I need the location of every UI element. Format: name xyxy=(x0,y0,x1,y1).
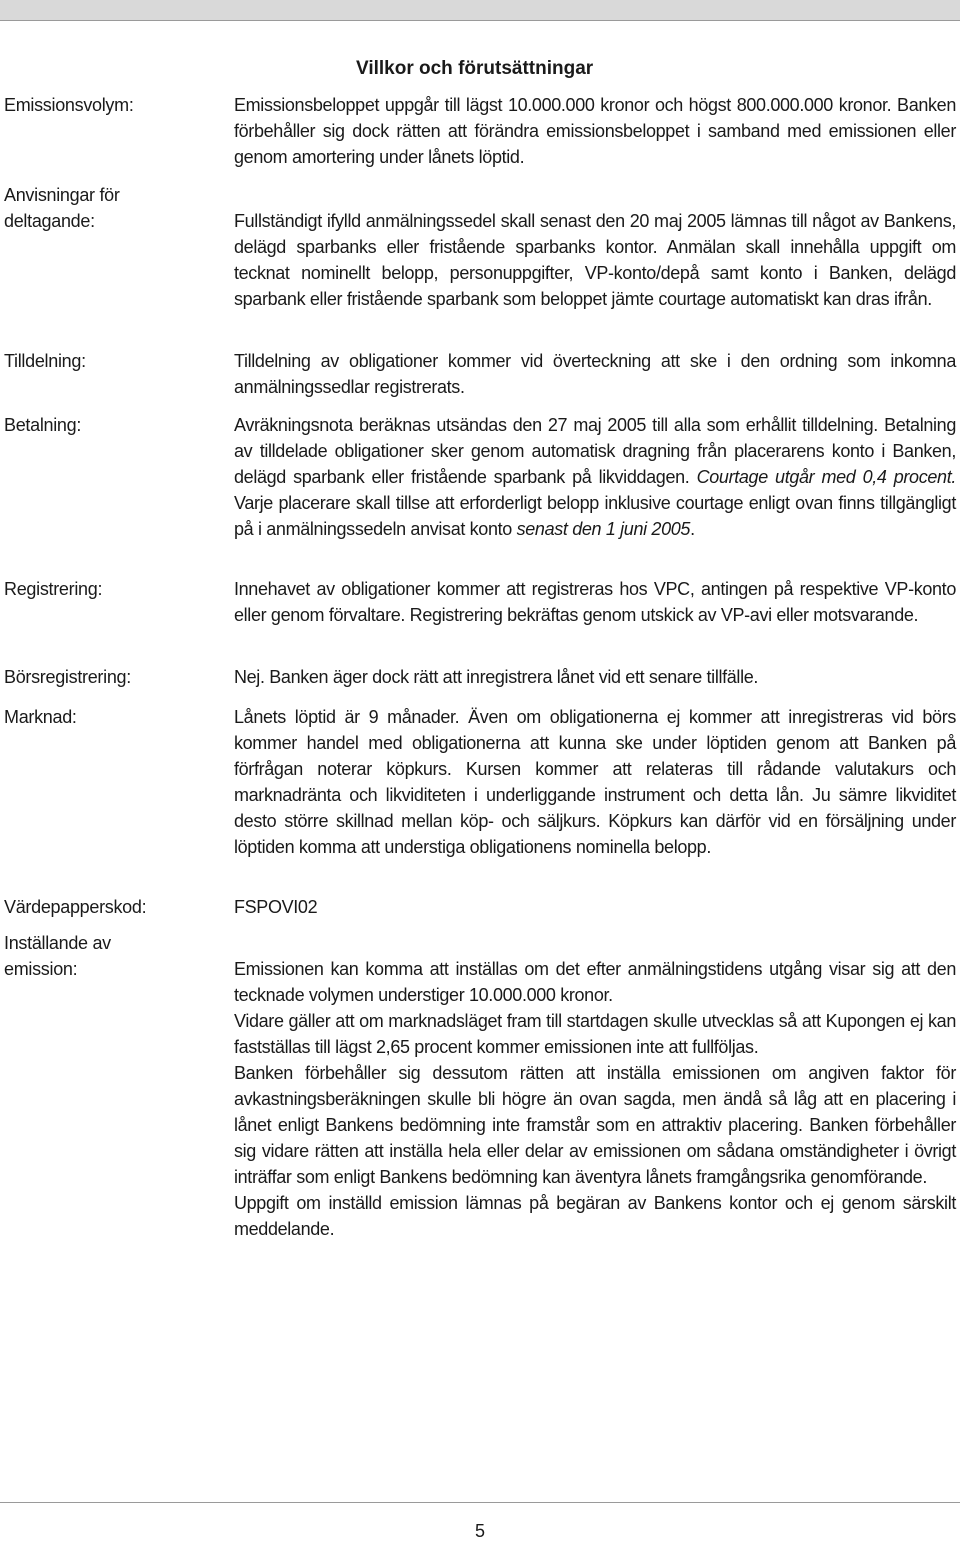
installande-paragraph-1: Emissionen kan komma att inställas om det efter anmälningstidens utgång visar sig att den tecknade volymen understiger 10.000.000 kronor. xyxy=(234,959,956,1005)
label-anvisningar: Anvisningar för deltagande: xyxy=(4,185,120,231)
betalning-deadline: senast den 1 juni 2005 xyxy=(516,519,691,539)
footer-rule xyxy=(0,1502,960,1503)
value-betalning xyxy=(234,412,956,542)
label-vardepapperskod: Värdepapperskod: xyxy=(4,897,147,917)
header-bar xyxy=(0,0,960,21)
label-betalning: Betalning: xyxy=(4,415,82,435)
label-borsregistrering: Börsregistrering: xyxy=(4,667,131,687)
installande-paragraph-3: Banken förbehåller sig dessutom rätten att inställa emissionen om angiven faktor för avkastningsberäkningen skulle bli högre än ovan sagda, men ändå så låg att en placering i lånet enligt Bankens bedömning inte framstår som en attraktiv placering. Banken förbehåller sig vidare rätten att inställa hela eller delar av emissionen om sådana omständigheter i övrigt inträffar som enligt Bankens bedömning kan äventyra lånets framgångsrika genomförande. xyxy=(234,1063,956,1187)
label-tilldelning: Tilldelning: xyxy=(4,351,86,371)
installande-paragraph-4: Uppgift om inställd emission lämnas på begäran av Bankens kontor och ej genom särskilt meddelande. xyxy=(234,1193,956,1239)
betalning-text-2: Varje placerare skall tillse att erforderligt belopp inklusive courtage enligt ovan finns tillgängligt på i anmälningssedeln anvisat konto xyxy=(234,493,956,539)
value-marknad: Lånets löptid är 9 månader. Även om obligationerna ej kommer att inregistreras vid börs kommer handel med obligationerna att kunna ske under löptiden genom att Banken på förfrågan noterar köpkurs. Kursen kommer att relateras till rådande valutakurs och marknadränta och likviditeten i underliggande instrument och detta lån. Ju sämre likviditet desto större skillnad mellan köp- och säljkurs. Köpkurs kan därför vid en försäljning under löptiden komma att understiga obligationens nominella belopp. xyxy=(234,707,956,857)
page-number: 5 xyxy=(474,1521,485,1541)
label-registrering: Registrering: xyxy=(4,579,103,599)
value-emissionsvolym: Emissionsbeloppet uppgår till lägst 10.000.000 kronor och högst 800.000.000 kronor. Banken förbehåller sig dock rätten att förändra emissionsbeloppet i samband med emissionen eller genom amortering under lånets löptid. xyxy=(234,95,956,167)
betalning-text-1: Avräkningsnota beräknas utsändas den 27 maj 2005 till alla som erhållit tilldelning. Betalning av tilldelade obligationer sker genom automatisk dragning från placerarens konto i Banken, delägd sparbank eller fristående sparbank på likviddagen. xyxy=(234,415,956,487)
label-marknad: Marknad: xyxy=(4,707,77,727)
value-registrering: Innehavet av obligationer kommer att registreras hos VPC, antingen på respektive VP-konto eller genom förvaltare. Registrering bekräftas genom utskick av VP-avi eller motsvarande. xyxy=(234,579,956,625)
installande-paragraph-2: Vidare gäller att om marknadsläget fram till startdagen skulle utvecklas så att Kupongen ej kan fastställas till lägst 2,65 procent kommer emissionen inte att fullföljas. xyxy=(234,1011,956,1057)
value-tilldelning: Tilldelning av obligationer kommer vid överteckning att ske i den ordning som inkomna anmälningssedlar registrerats. xyxy=(234,351,956,397)
betalning-text-3: . xyxy=(690,519,695,539)
value-vardepapperskod: FSPOVI02 xyxy=(234,897,318,917)
betalning-courtage-note: Courtage utgår med 0,4 procent. xyxy=(696,467,956,487)
value-borsregistrering: Nej. Banken äger dock rätt att inregistrera lånet vid ett senare tillfälle. xyxy=(234,667,759,687)
value-installande xyxy=(234,956,956,1242)
page-heading: Villkor och förutsättningar xyxy=(356,58,594,79)
label-emissionsvolym: Emissionsvolym: xyxy=(4,95,134,115)
label-installande: Inställande av emission: xyxy=(4,933,111,979)
value-anvisningar: Fullständigt ifylld anmälningssedel skall senast den 20 maj 2005 lämnas till något av Bankens, delägd sparbanks eller fristående sparbanks kontor. Anmälan skall innehålla uppgift om tecknat nominellt belopp, personuppgifter, VP-konto/depå samt konto i Banken, delägd sparbank eller fristående sparbank som beloppet jämte courtage automatiskt kan dras ifrån. xyxy=(234,211,956,309)
